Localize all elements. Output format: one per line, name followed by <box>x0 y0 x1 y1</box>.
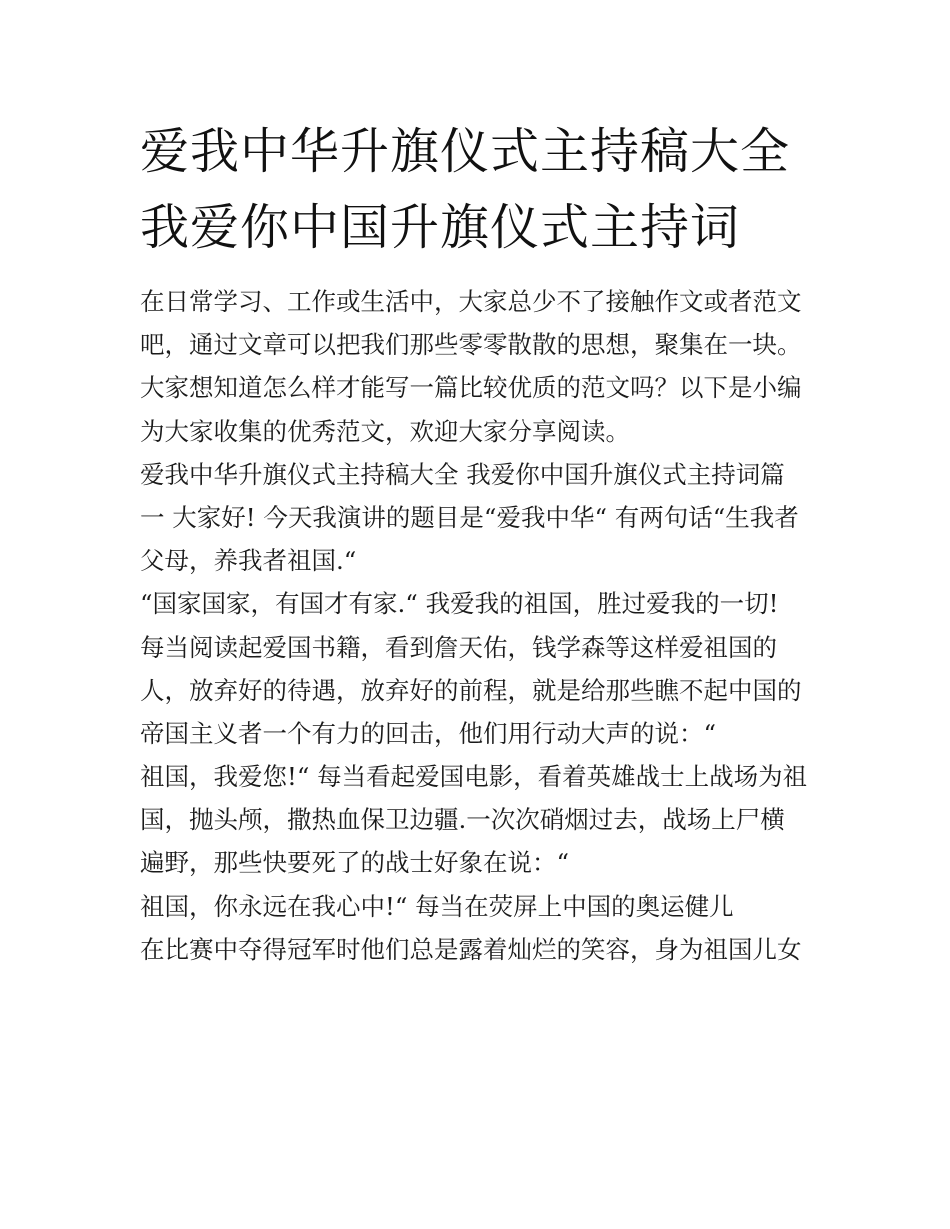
body-line: 祖国，你永远在我心中!“ 每当在荧屏上中国的奥运健儿 <box>140 891 734 921</box>
body-line: 吧，通过文章可以把我们那些零零散散的思想，聚集在一块。 <box>140 330 802 360</box>
body-line: 在日常学习、工作或生活中，大家总少不了接触作文或者范文 <box>140 287 802 316</box>
body-line: “国家国家，有国才有家.“ 我爱我的祖国，胜过爱我的一切! <box>140 589 779 619</box>
document-body <box>140 280 820 971</box>
body-line: 一 大家好! 今天我演讲的题目是“爱我中华“ 有两句话“生我者 <box>140 502 799 532</box>
body-line: 遍野，那些快要死了的战士好象在说：“ <box>140 848 570 878</box>
body-line: 祖国，我爱您!“ 每当看起爱国电影，看着英雄战士上战场为祖 <box>140 762 808 792</box>
body-line: 帝国主义者一个有力的回击，他们用行动大声的说：“ <box>140 718 717 748</box>
body-line: 爱我中华升旗仪式主持稿大全 我爱你中国升旗仪式主持词篇 <box>140 459 785 489</box>
body-line: 父母，养我者祖国.“ <box>140 546 357 576</box>
title-line-1: 爱我中华升旗仪式主持稿大全 <box>140 123 791 180</box>
title-line-2: 我爱你中国升旗仪式主持词 <box>140 199 741 256</box>
document-title <box>140 114 820 266</box>
body-line: 每当阅读起爱国书籍，看到詹天佑，钱学森等这样爱祖国的 <box>140 632 777 662</box>
body-line: 国，抛头颅，撒热血保卫边疆.一次次硝烟过去，战场上尸横 <box>140 805 785 835</box>
body-line: 大家想知道怎么样才能写一篇比较优质的范文吗？以下是小编 <box>140 373 802 403</box>
body-line: 人，放弃好的待遇，放弃好的前程，就是给那些瞧不起中国的 <box>140 675 802 705</box>
body-line: 为大家收集的优秀范文，欢迎大家分享阅读。 <box>140 416 630 446</box>
body-line: 在比赛中夺得冠军时他们总是露着灿烂的笑容，身为祖国儿女 <box>140 934 802 964</box>
